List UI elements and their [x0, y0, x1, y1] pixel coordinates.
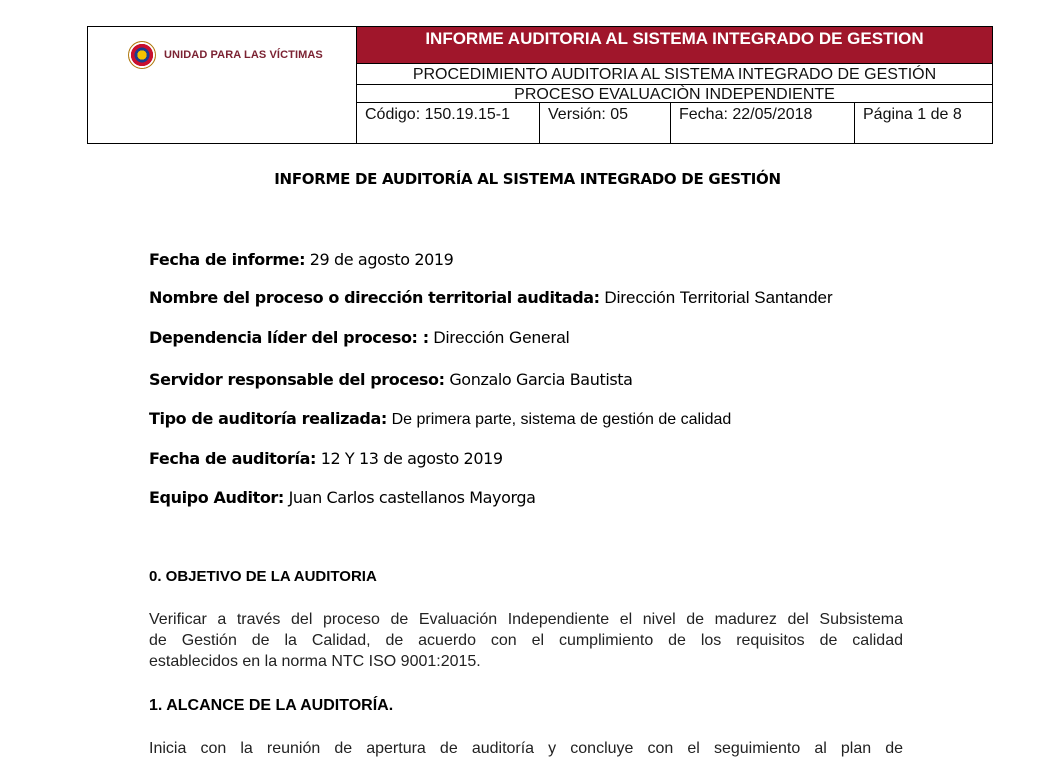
field-label: Nombre del proceso o dirección territorial auditada:: [149, 288, 600, 307]
header-version: Versión: 05: [539, 103, 670, 143]
coat-of-arms-icon: [128, 41, 156, 69]
header-procedure: PROCEDIMIENTO AUDITORIA AL SISTEMA INTEGRADO DE GESTIÓN: [357, 64, 992, 85]
header-date: Fecha: 22/05/2018: [670, 103, 854, 143]
field-lead-dependency: [149, 328, 569, 348]
field-value: Dirección General: [433, 328, 570, 347]
field-value: Gonzalo Garcia Bautista: [449, 370, 633, 389]
field-audit-team: [149, 488, 536, 507]
header-page: Página 1 de 8: [854, 103, 992, 143]
document-header: [87, 26, 993, 144]
field-value: Juan Carlos castellanos Mayorga: [288, 488, 536, 507]
field-label: Fecha de auditoría:: [149, 449, 316, 468]
document-title: INFORME DE AUDITORÍA AL SISTEMA INTEGRADO DE GESTIÓN: [274, 170, 781, 188]
field-responsible: [149, 370, 633, 389]
header-meta-row: [357, 103, 992, 143]
header-code: Código: 150.19.15-1: [365, 106, 510, 123]
field-audit-type: [149, 409, 731, 429]
field-label: Equipo Auditor:: [149, 488, 284, 507]
field-value: 29 de agosto 2019: [309, 250, 454, 269]
header-process: PROCESO EVALUACIÒN INDEPENDIENTE: [357, 85, 992, 103]
field-value: 12 Y 13 de agosto 2019: [320, 449, 503, 468]
field-audit-date: [149, 449, 503, 468]
field-report-date: [149, 250, 453, 269]
section-heading-objective: 0. OBJETIVO DE LA AUDITORIA: [149, 568, 377, 585]
header-title: INFORME AUDITORIA AL SISTEMA INTEGRADO DE GESTION: [357, 27, 992, 64]
logo-cell: [88, 27, 357, 143]
field-label: Tipo de auditoría realizada:: [149, 409, 387, 428]
field-value: De primera parte, sistema de gestión de calidad: [391, 411, 732, 428]
paragraph-line: de Gestión de la Calidad, de acuerdo con el cumplimiento de los requisitos de calidad: [149, 632, 903, 649]
paragraph-line: Inicia con la reunión de apertura de auditoría y concluye con el seguimiento al plan de: [149, 740, 903, 757]
field-label: Servidor responsable del proceso:: [149, 370, 445, 389]
section-paragraph-scope: [149, 738, 903, 759]
paragraph-line: Verificar a través del proceso de Evaluación Independiente el nivel de madurez del Subsistema: [149, 611, 903, 628]
field-label: Fecha de informe:: [149, 250, 306, 269]
section-heading-scope: 1. ALCANCE DE LA AUDITORÍA.: [149, 697, 394, 714]
field-label: Dependencia líder del proceso: :: [149, 328, 429, 347]
section-paragraph-objective: [149, 609, 903, 672]
field-value: Dirección Territorial Santander: [604, 288, 833, 307]
logo-text: UNIDAD PARA LAS VÍCTIMAS: [164, 49, 323, 61]
paragraph-line: establecidos en la norma NTC ISO 9001:2015.: [149, 653, 481, 670]
logo: [128, 41, 323, 69]
field-process-name: [149, 288, 833, 308]
